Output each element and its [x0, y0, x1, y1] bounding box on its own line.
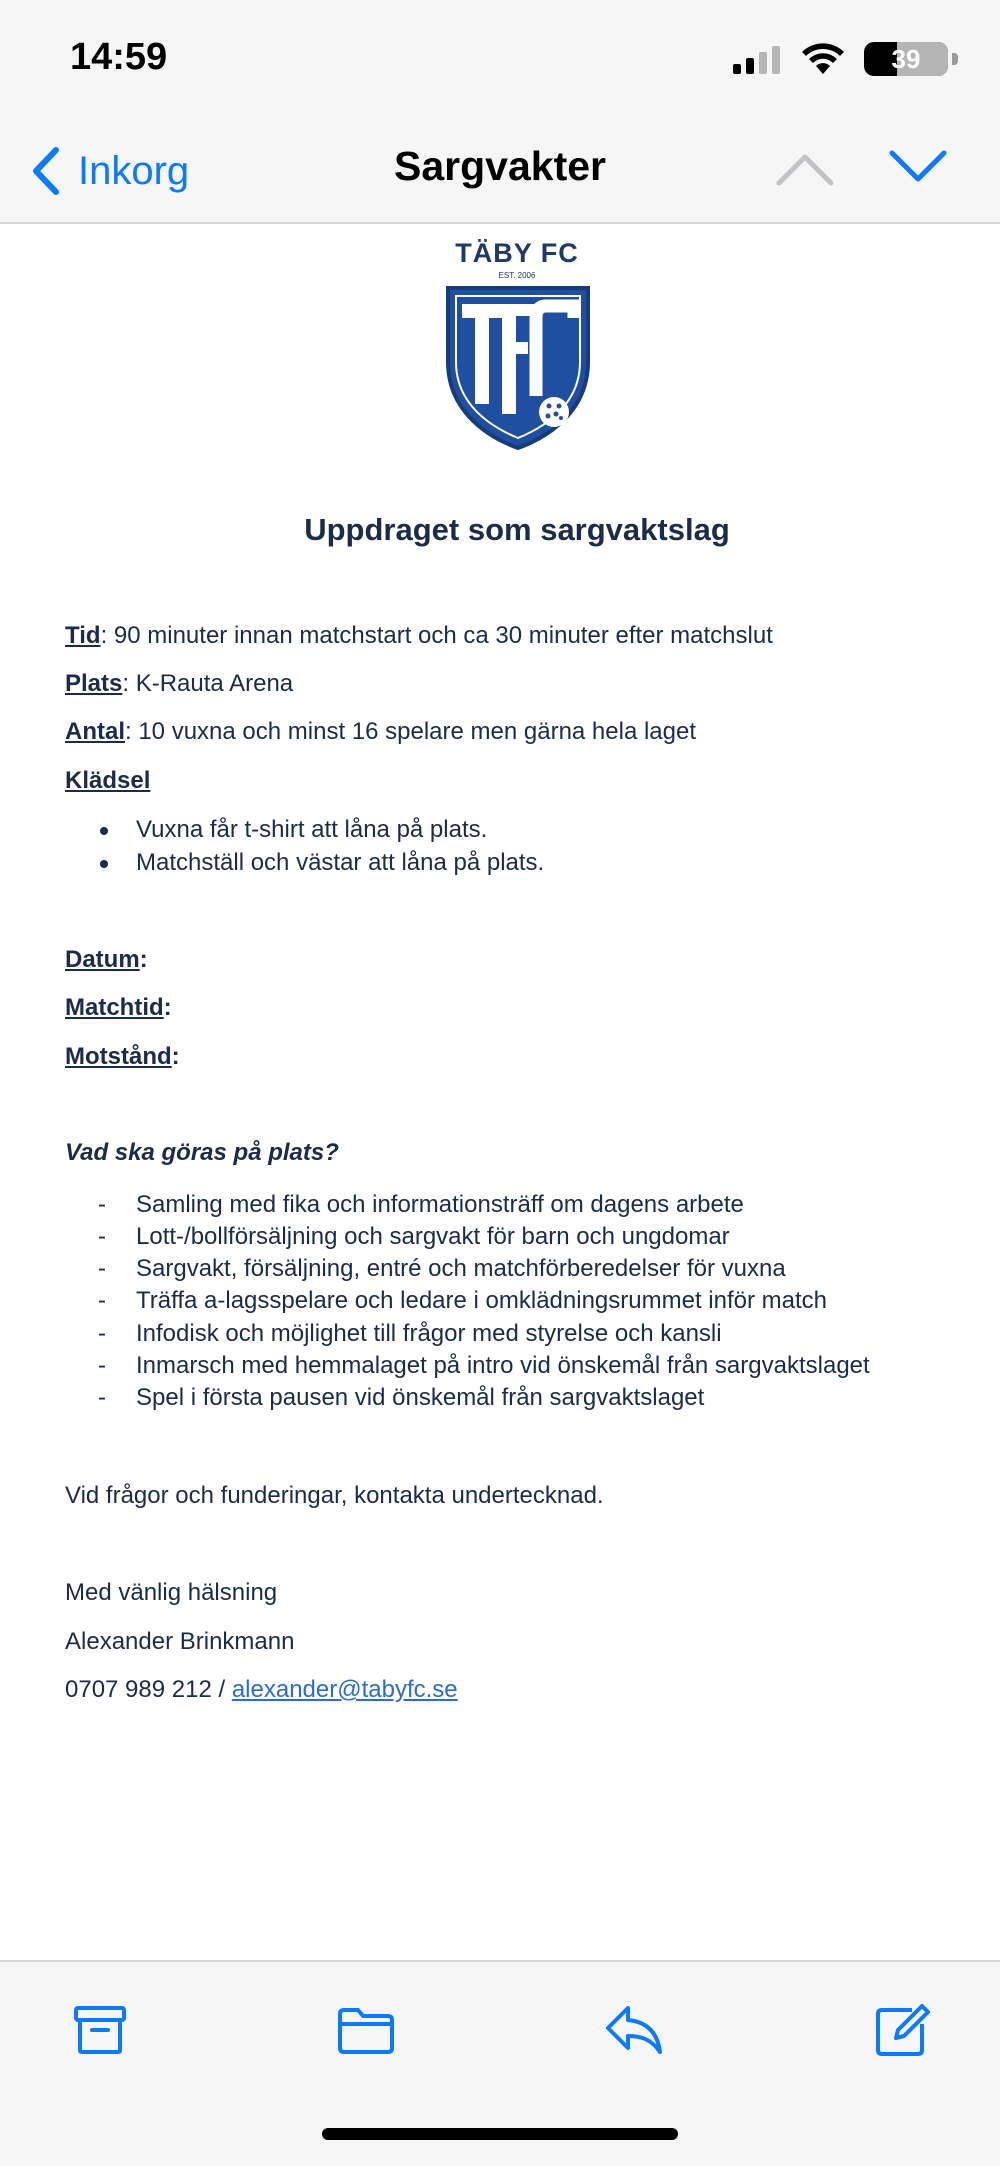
tasks-heading: Vad ska göras på plats?	[65, 1139, 339, 1166]
cellular-signal-icon	[733, 46, 785, 74]
shield-logo-icon	[444, 284, 592, 452]
plats-value: : K-Rauta Arena	[122, 670, 294, 697]
phone-number: 0707 989 212 /	[65, 1676, 232, 1703]
kladsel-label: Klädsel	[65, 767, 151, 794]
chevron-up-icon[interactable]	[775, 145, 835, 189]
motstand-label: Motstånd	[65, 1043, 172, 1070]
greeting-text: Med vänlig hälsning	[65, 1579, 278, 1606]
antal-label: Antal	[65, 718, 125, 745]
questions-text: Vid frågor och funderingar, kontakta undertecknad.	[65, 1482, 604, 1509]
chevron-down-icon[interactable]	[888, 145, 948, 189]
logo-est: EST. 2006	[498, 271, 536, 280]
sender-name: Alexander Brinkmann	[65, 1628, 295, 1655]
email-heading: Uppdraget som sargvaktslag	[304, 512, 730, 547]
contact-line	[65, 1676, 458, 1704]
battery-percent: 39	[891, 44, 921, 74]
datum-label: Datum	[65, 946, 140, 973]
matchtid-label: Matchtid	[65, 994, 164, 1021]
datum-line: Datum:	[65, 946, 148, 973]
tid-line	[65, 622, 773, 650]
plats-line	[65, 670, 293, 698]
kladsel-line	[65, 767, 150, 795]
battery-icon	[864, 42, 960, 76]
back-label: Inkorg	[78, 148, 190, 193]
antal-line	[65, 718, 696, 746]
nav-title: Sargvakter	[394, 143, 606, 189]
club-logo	[430, 238, 604, 280]
chevron-left-icon	[28, 146, 64, 196]
wifi-icon	[801, 42, 845, 76]
bullet-icon	[100, 860, 108, 868]
status-icons	[700, 40, 960, 80]
plats-label: Plats	[65, 670, 123, 697]
archive-icon[interactable]	[70, 2002, 130, 2058]
tid-value: : 90 minuter innan matchstart och ca 30 minuter efter matchslut	[100, 622, 773, 649]
bullet-icon	[100, 827, 108, 835]
email-link[interactable]: alexander@tabyfc.se	[231, 1676, 458, 1703]
tid-label: Tid	[65, 622, 101, 649]
logo-name: TÄBY FC	[455, 238, 579, 268]
reply-icon[interactable]	[604, 2002, 664, 2058]
back-button[interactable]	[28, 138, 189, 204]
home-indicator	[322, 2128, 678, 2140]
antal-value: : 10 vuxna och minst 16 spelare men gärna hela laget	[125, 718, 697, 745]
compose-icon[interactable]	[872, 2002, 932, 2058]
motstand-line: Motstånd:	[65, 1043, 180, 1070]
matchtid-line: Matchtid:	[65, 994, 172, 1021]
status-time: 14:59	[70, 36, 168, 78]
top-bar	[0, 0, 1000, 224]
folder-icon[interactable]	[336, 2002, 396, 2058]
